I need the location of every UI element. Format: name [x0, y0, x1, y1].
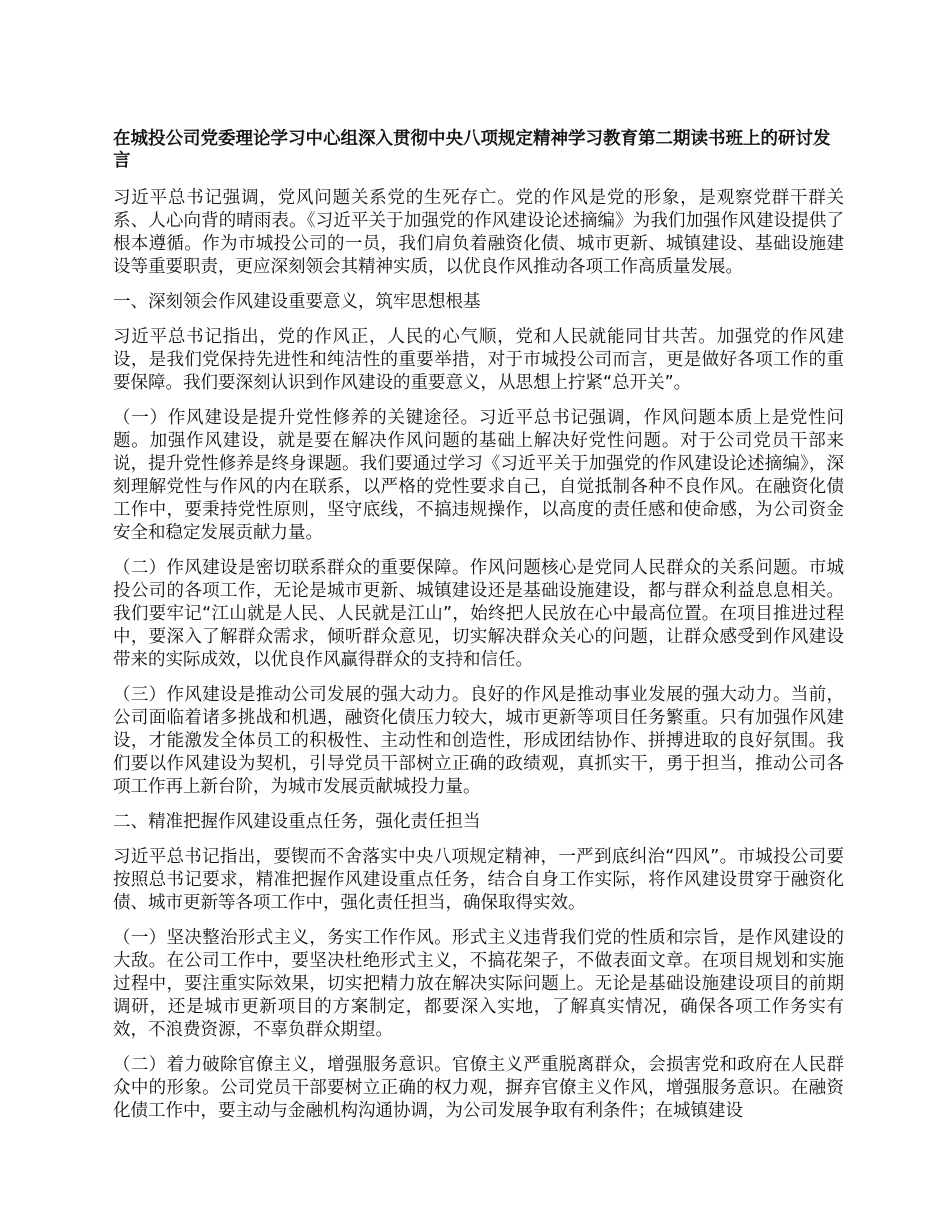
paragraph: 习近平总书记指出，党的作风正，人民的心气顺，党和人民就能同甘共苦。加强党的作风建设，是我们党保持先进性和纯洁性的重要举措，对于市城投公司而言，更是做好各项工作的重要保障。我们要深刻认识到作风建设的重要意义，从思想上拧紧“总开关”。 [113, 327, 844, 393]
section-heading: 二、精准把握作风建设重点任务，强化责任担当 [113, 812, 481, 832]
document-title: 在城投公司党委理论学习中心组深入贯彻中央八项规定精神学习教育第二期读书班上的研讨发言 [113, 129, 831, 171]
paragraph: （一）坚决整治形式主义，务实工作作风。形式主义违背我们党的性质和宗旨，是作风建设的大敌。在公司工作中，要坚决杜绝形式主义，不搞花架子，不做表面文章。在项目规划和实施过程中，要注重实际效果，切实把精力放在解决实际问题上。无论是基础设施建设项目的前期调研，还是城市更新项目的方案制定，都要深入实地，了解真实情况，确保各项工作务实有效，不浪费资源，不辜负群众期望。 [113, 928, 844, 1040]
document-body [113, 187, 844, 1123]
paragraph: （一）作风建设是提升党性修养的关键途径。习近平总书记强调，作风问题本质上是党性问题。加强作风建设，就是要在解决作风问题的基础上解决好党性问题。对于公司党员干部来说，提升党性修养是终身课题。我们要通过学习《习近平关于加强党的作风建设论述摘编》，深刻理解党性与作风的内在联系，以严格的党性要求自己，自觉抵制各种不良作风。在融资化债工作中，要秉持党性原则，坚守底线，不搞违规操作，以高度的责任感和使命感，为公司资金安全和稳定发展贡献力量。 [113, 408, 844, 543]
document-page [113, 128, 844, 1135]
paragraph: 习近平总书记指出，要锲而不舍落实中央八项规定精神，一严到底纠治“四风”。市城投公司要按照总书记要求，精准把握作风建设重点任务，结合自身工作实际，将作风建设贯穿于融资化债、城市更新等各项工作中，强化责任担当，确保取得实效。 [113, 847, 844, 913]
paragraph: （三）作风建设是推动公司发展的强大动力。良好的作风是推动事业发展的强大动力。当前，公司面临着诸多挑战和机遇，融资化债压力较大，城市更新等项目任务繁重。只有加强作风建设，才能激发全体员工的积极性、主动性和创造性，形成团结协作、拼搏进取的良好氛围。我们要以作风建设为契机，引导党员干部树立正确的政绩观，真抓实干，勇于担当，推动公司各项工作再上新台阶，为城市发展贡献城投力量。 [113, 685, 844, 797]
section-heading: 一、深刻领会作风建设重要意义，筑牢思想根基 [113, 292, 481, 312]
paragraph: 习近平总书记强调，党风问题关系党的生死存亡。党的作风是党的形象，是观察党群干群关系、人心向背的晴雨表。《习近平关于加强党的作风建设论述摘编》为我们加强作风建设提供了根本遵循。作为市城投公司的一员，我们肩负着融资化债、城市更新、城镇建设、基础设施建设等重要职责，更应深刻领会其精神实质，以优良作风推动各项工作高质量发展。 [113, 188, 844, 277]
paragraph: （二）作风建设是密切联系群众的重要保障。作风问题核心是党同人民群众的关系问题。市城投公司的各项工作，无论是城市更新、城镇建设还是基础设施建设，都与群众利益息息相关。我们要牢记“江山就是人民、人民就是江山”，始终把人民放在心中最高位置。在项目推进过程中，要深入了解群众需求，倾听群众意见，切实解决群众关心的问题，让群众感受到作风建设带来的实际成效，以优良作风赢得群众的支持和信任。 [113, 558, 844, 670]
paragraph: （二）着力破除官僚主义，增强服务意识。官僚主义严重脱离群众，会损害党和政府在人民群众中的形象。公司党员干部要树立正确的权力观，摒弃官僚主义作风，增强服务意识。在融资化债工作中，要主动与金融机构沟通协调，为公司发展争取有利条件；在城镇建设 [113, 1055, 844, 1121]
